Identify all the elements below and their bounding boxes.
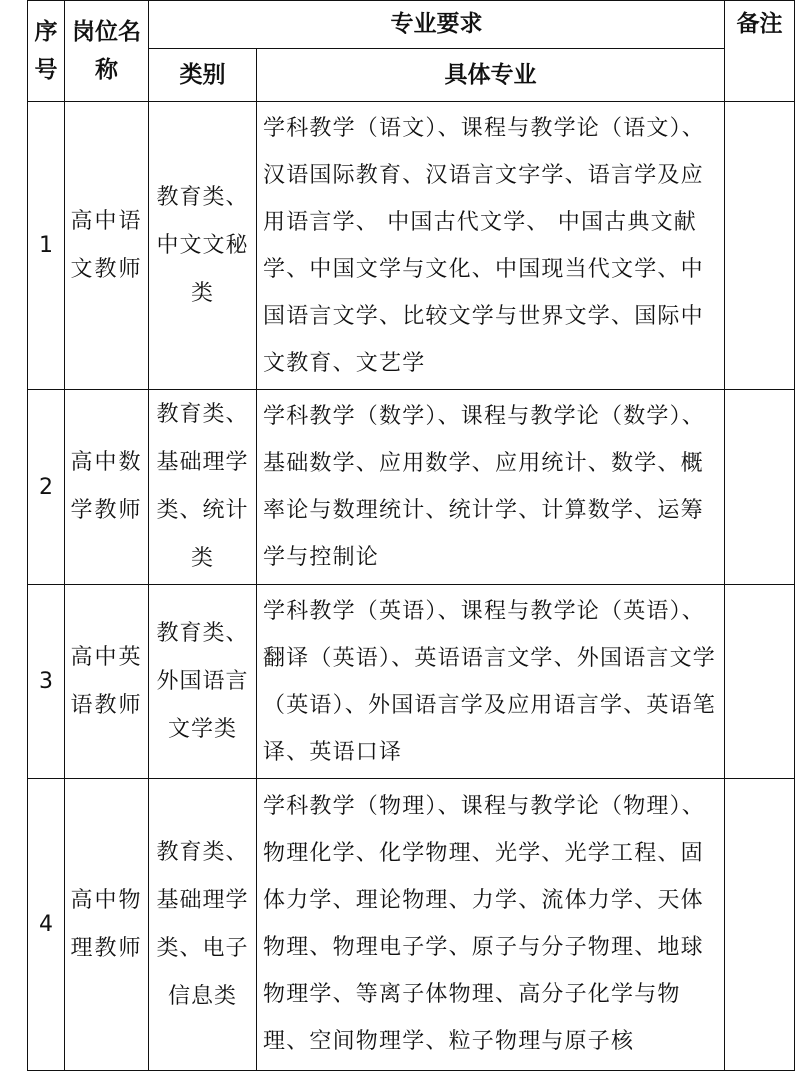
row-post: 高中物理教师 bbox=[65, 779, 149, 1071]
row-seq: 1 bbox=[28, 102, 65, 390]
row-seq: 3 bbox=[28, 585, 65, 779]
header-row-1 bbox=[28, 1, 795, 49]
row-category: 教育类、外国语言文学类 bbox=[149, 585, 257, 779]
row-majors: 学科教学（英语）、课程与教学论（英语）、翻译（英语）、英语语言文学、外国语言文学（英语）、外国语言学及应用语言学、英语笔译、英语口译 bbox=[257, 585, 725, 779]
table-row bbox=[28, 102, 795, 390]
header-category: 类别 bbox=[149, 49, 257, 102]
row-post: 高中数学教师 bbox=[65, 390, 149, 585]
row-remark bbox=[725, 390, 795, 585]
row-post: 高中英语教师 bbox=[65, 585, 149, 779]
row-majors: 学科教学（物理）、课程与教学论（物理）、物理化学、化学物理、光学、光学工程、固体力学、理论物理、力学、流体力学、天体物理、物理电子学、原子与分子物理、地球物理学、等离子体物理、高分子化学与物理、空间物理学、粒子物理与原子核 bbox=[257, 779, 725, 1071]
row-remark bbox=[725, 102, 795, 390]
table-row bbox=[28, 779, 795, 1071]
row-majors: 学科教学（语文）、课程与教学论（语文）、汉语国际教育、汉语言文字学、语言学及应用语言学、 中国古代文学、 中国古典文献学、中国文学与文化、中国现当代文学、中国语言文学、比较文学与世界文学、国际中文教育、文艺学 bbox=[257, 102, 725, 390]
row-post: 高中语文教师 bbox=[65, 102, 149, 390]
header-seq: 序号 bbox=[28, 1, 65, 102]
header-post: 岗位名称 bbox=[65, 1, 149, 102]
recruitment-table bbox=[27, 0, 795, 1071]
row-category: 教育类、基础理学类、统计类 bbox=[149, 390, 257, 585]
row-remark bbox=[725, 779, 795, 1071]
header-major-requirement: 专业要求 bbox=[149, 1, 725, 49]
row-category: 教育类、中文文秘类 bbox=[149, 102, 257, 390]
row-majors: 学科教学（数学）、课程与教学论（数学）、基础数学、应用数学、应用统计、数学、概率论与数理统计、统计学、计算数学、运筹学与控制论 bbox=[257, 390, 725, 585]
table-row bbox=[28, 390, 795, 585]
table-row bbox=[28, 585, 795, 779]
row-category: 教育类、基础理学类、电子信息类 bbox=[149, 779, 257, 1071]
row-seq: 4 bbox=[28, 779, 65, 1071]
header-remark: 备注 bbox=[725, 1, 795, 102]
row-seq: 2 bbox=[28, 390, 65, 585]
header-specific-major: 具体专业 bbox=[257, 49, 725, 102]
row-remark bbox=[725, 585, 795, 779]
